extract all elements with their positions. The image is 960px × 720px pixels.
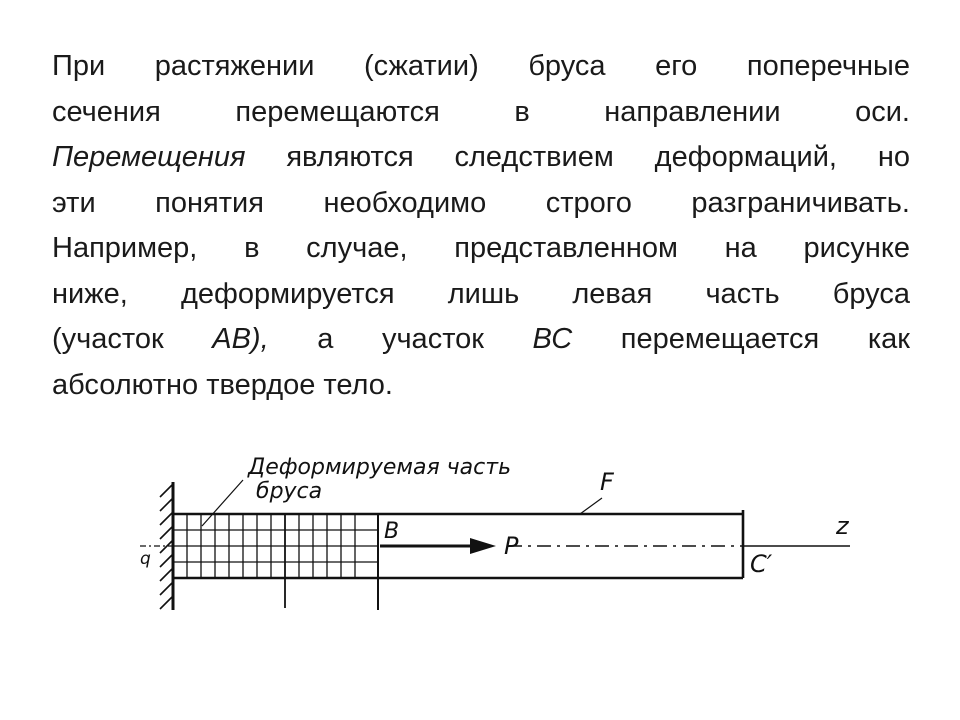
word: (сжатии) <box>364 50 479 82</box>
word: на <box>724 232 757 264</box>
text-line-2 <box>52 90 910 136</box>
italic-term: АВ), <box>212 323 269 355</box>
word: деформаций, <box>654 141 837 173</box>
word: ниже, <box>52 277 128 310</box>
word: разграничивать. <box>691 186 910 219</box>
word: эти <box>52 186 96 219</box>
word: абсолютно твердое тело. <box>52 368 393 401</box>
word: а <box>317 323 334 355</box>
word: участок <box>381 323 484 355</box>
word: растяжении <box>154 50 315 82</box>
word: необходимо <box>323 186 487 219</box>
label-deformed-part-line2: бруса <box>256 479 323 504</box>
word: рисунке <box>803 232 910 264</box>
word: строго <box>545 186 632 219</box>
bar-diagram <box>140 440 860 620</box>
word: как <box>867 323 910 355</box>
word: направлении <box>604 95 781 128</box>
word: случае, <box>306 232 408 264</box>
italic-term: Перемещения <box>52 141 246 173</box>
leader-line-deformed <box>202 480 243 526</box>
word: оси. <box>855 95 910 128</box>
word: бруса <box>528 50 606 82</box>
text-line-4 <box>52 181 910 227</box>
word: являются <box>286 141 414 173</box>
label-q: q <box>140 549 151 569</box>
word: перемещаются <box>235 95 440 128</box>
word: следствием <box>454 141 614 173</box>
word: бруса <box>832 277 910 310</box>
word: При <box>52 50 106 82</box>
word: но <box>877 141 910 173</box>
label-P: P <box>504 532 519 560</box>
word: перемещается <box>620 323 820 355</box>
word: Например, <box>52 232 198 264</box>
label-z: z <box>836 512 849 540</box>
text-line-8 <box>52 363 910 409</box>
word: его <box>655 50 698 82</box>
text-line-7 <box>52 317 910 363</box>
word: представленном <box>454 232 678 264</box>
label-B: B <box>384 519 400 544</box>
word: (участок <box>52 323 164 355</box>
label-C: C′ <box>750 550 773 578</box>
text-line-1 <box>52 44 910 90</box>
word: деформируется <box>180 277 395 310</box>
text-line-3 <box>52 135 910 181</box>
word: левая <box>572 277 653 310</box>
word: понятия <box>155 186 264 219</box>
text-line-6 <box>52 272 910 318</box>
force-arrow-head <box>470 538 496 554</box>
text-line-5 <box>52 226 910 272</box>
body-paragraph <box>52 44 910 408</box>
label-F: F <box>600 468 614 496</box>
word: в <box>514 95 530 128</box>
italic-term: ВС <box>532 323 573 355</box>
word: лишь <box>447 277 520 310</box>
word: поперечные <box>746 50 910 82</box>
label-deformed-part: Деформируемая часть <box>248 455 512 480</box>
word: часть <box>705 277 780 310</box>
leader-line-F <box>580 498 602 514</box>
word: сечения <box>52 95 161 128</box>
word: в <box>244 232 260 264</box>
